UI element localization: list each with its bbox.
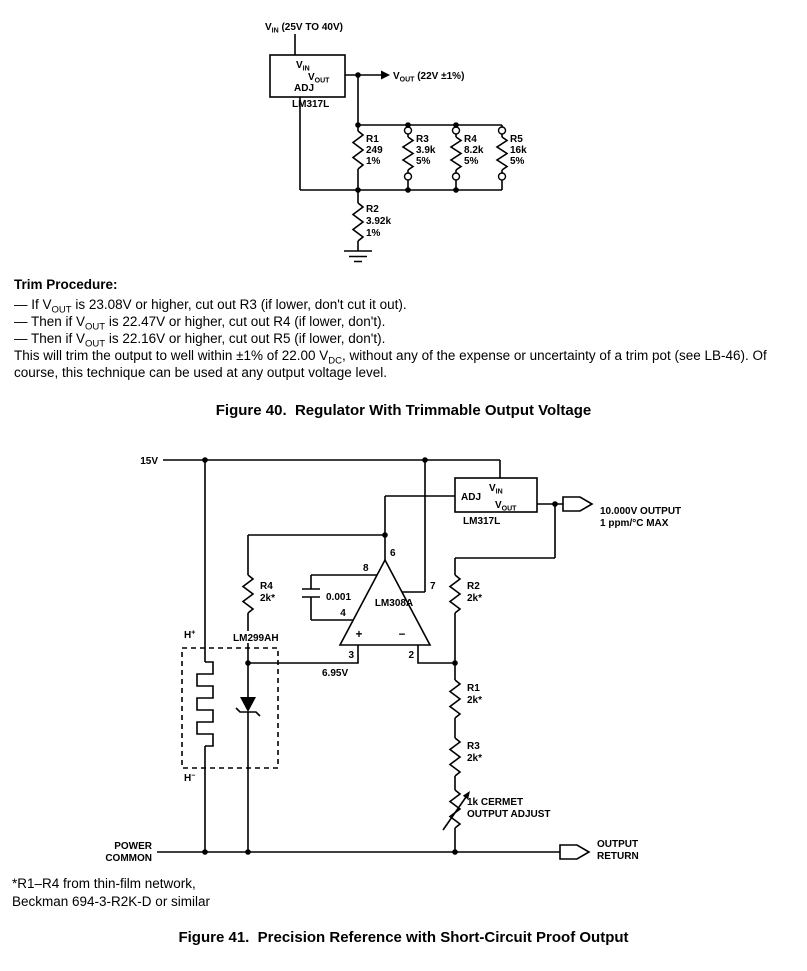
output-label-line2: 1 ppm/°C MAX [600, 518, 669, 529]
cut-point-circle [453, 127, 460, 134]
cut-point-circle [405, 173, 412, 180]
trim-summary: This will trim the output to well within ±1% of 22.00 $V_{DC}$, without any of the expense or uncertainty of a trim pot (see LB-46). Of course, this technique can be used at any output voltage level. [14, 348, 767, 380]
svg-text:RETURN: RETURN [597, 851, 639, 862]
regulator-part-label: LM317L [463, 516, 501, 527]
svg-text:249: 249 [366, 145, 383, 156]
r2-resistor [353, 190, 363, 251]
svg-text:POWER: POWER [114, 841, 152, 852]
r5-resistor [497, 125, 507, 190]
pin-adj-label: ADJ [461, 492, 482, 503]
svg-text:2k*: 2k* [467, 593, 483, 604]
pin-vout-label: $V_{OUT}$ [308, 72, 330, 85]
svg-text:R2: R2 [467, 581, 480, 592]
pin-vin-label: $V_{IN}$ [296, 60, 310, 73]
r5-label [510, 134, 527, 167]
output-adjust-pot [443, 790, 470, 830]
svg-text:R3: R3 [416, 134, 429, 145]
cut-point-circle [499, 127, 506, 134]
svg-text:5%: 5% [416, 156, 431, 167]
trim-step-3: — Then if $V_{OUT}$ is 22.16V or higher, cut out R5 (if lower, don't). [14, 331, 386, 350]
power-common-label [105, 841, 152, 864]
output-voltage-label: $V_{OUT}$ (22V ±1%) [393, 71, 465, 84]
pin-adj-label: ADJ [294, 83, 315, 94]
figure41-caption: Figure 41. Precision Reference with Short-Circuit Proof Output [178, 929, 629, 946]
svg-text:R5: R5 [510, 134, 523, 145]
pot-label [467, 797, 551, 820]
output-label-line1: 10.000V OUTPUT [600, 506, 682, 517]
pin-8-label: 8 [363, 563, 369, 574]
footnote-line-2: Beckman 694-3-R2K-D or similar [12, 894, 211, 909]
pin-vin-label: $V_{IN}$ [489, 483, 503, 496]
pin-vout-label: $V_{OUT}$ [495, 500, 517, 513]
svg-text:R4: R4 [464, 134, 477, 145]
svg-text:1k CERMET: 1k CERMET [467, 797, 524, 808]
r1-label [366, 134, 383, 167]
svg-text:R1: R1 [467, 683, 480, 694]
figure41-schematic [105, 456, 681, 864]
junction-dots [202, 457, 558, 855]
footnote-line-1: *R1–R4 from thin-film network, [12, 876, 196, 891]
svg-text:2k*: 2k* [260, 593, 276, 604]
cut-point-circle [405, 127, 412, 134]
svg-text:R1: R1 [366, 134, 379, 145]
svg-text:R4: R4 [260, 581, 273, 592]
output-return-arrow [560, 845, 589, 859]
opamp-plus-sign: + [355, 629, 363, 641]
r4-label [260, 581, 275, 604]
ground-symbol [344, 251, 372, 262]
supply-voltage-label: $V_{IN}$ (25V TO 40V) [265, 22, 343, 35]
trim-procedure-block [14, 276, 789, 381]
pin-2-label: 2 [408, 650, 414, 661]
svg-text:3.9k: 3.9k [416, 145, 436, 156]
svg-text:3.92k: 3.92k [366, 216, 392, 227]
r2-label [366, 204, 391, 239]
output-return-label [597, 839, 639, 862]
svg-text:R3: R3 [467, 741, 480, 752]
svg-text:1%: 1% [366, 228, 381, 239]
output-terminal-arrow [563, 497, 592, 511]
regulator-part-label: LM317L [292, 99, 330, 110]
opamp-part-label: LM308A [374, 598, 414, 609]
cut-point-circle [499, 173, 506, 180]
svg-text:OUTPUT: OUTPUT [597, 839, 639, 850]
trim-step-2: — Then if $V_{OUT}$ is 22.47V or higher, cut out R4 (if lower, don't). [14, 314, 386, 333]
heater-minus-label: H− [184, 772, 196, 784]
svg-text:R2: R2 [366, 204, 379, 215]
output-arrow-icon [381, 71, 390, 80]
supply-voltage-label: 15V [140, 456, 158, 467]
reference-voltage-label: 6.95V [322, 668, 349, 679]
heater-plus-label: H+ [184, 629, 196, 641]
r1-label [467, 683, 482, 706]
svg-text:5%: 5% [464, 156, 479, 167]
pin-4-label: 4 [340, 608, 346, 619]
figure40-caption: Figure 40. Regulator With Trimmable Output Voltage [215, 402, 592, 419]
svg-text:8.2k: 8.2k [464, 145, 484, 156]
figure40-schematic [265, 22, 527, 262]
svg-text:OUTPUT ADJUST: OUTPUT ADJUST [467, 809, 551, 820]
svg-text:COMMON: COMMON [105, 853, 152, 864]
r3-resistor [450, 738, 460, 776]
r1-resistor [353, 131, 363, 190]
svg-text:2k*: 2k* [467, 695, 483, 706]
cut-point-circle [453, 173, 460, 180]
trim-procedure-heading: Trim Procedure: [14, 277, 118, 292]
r4-label [464, 134, 484, 167]
r4-resistor [451, 125, 461, 190]
svg-text:16k: 16k [510, 145, 527, 156]
r2-resistor [450, 575, 460, 613]
svg-text:2k*: 2k* [467, 753, 483, 764]
figure41-footnote [12, 875, 210, 911]
capacitor-value-label: 0.001 [326, 592, 352, 603]
figure41-wires [157, 460, 563, 852]
lm299-part-label: LM299AH [233, 633, 279, 644]
opamp-minus-sign: − [398, 629, 406, 641]
svg-text:5%: 5% [510, 156, 525, 167]
r4-resistor [243, 575, 253, 613]
r1-resistor [450, 680, 460, 718]
svg-text:1%: 1% [366, 156, 381, 167]
r3-resistor [403, 125, 413, 190]
pin-6-label: 6 [390, 548, 396, 559]
trim-step-1: — If $V_{OUT}$ is 23.08V or higher, cut out R3 (if lower, don't cut it out). [14, 297, 407, 316]
r3-label [467, 741, 482, 764]
pin-3-label: 3 [348, 650, 354, 661]
heater-element [197, 662, 213, 746]
pot-wiper-arrow [443, 797, 466, 830]
pin-7-label: 7 [430, 581, 436, 592]
r2-label [467, 581, 482, 604]
r3-label [416, 134, 436, 167]
